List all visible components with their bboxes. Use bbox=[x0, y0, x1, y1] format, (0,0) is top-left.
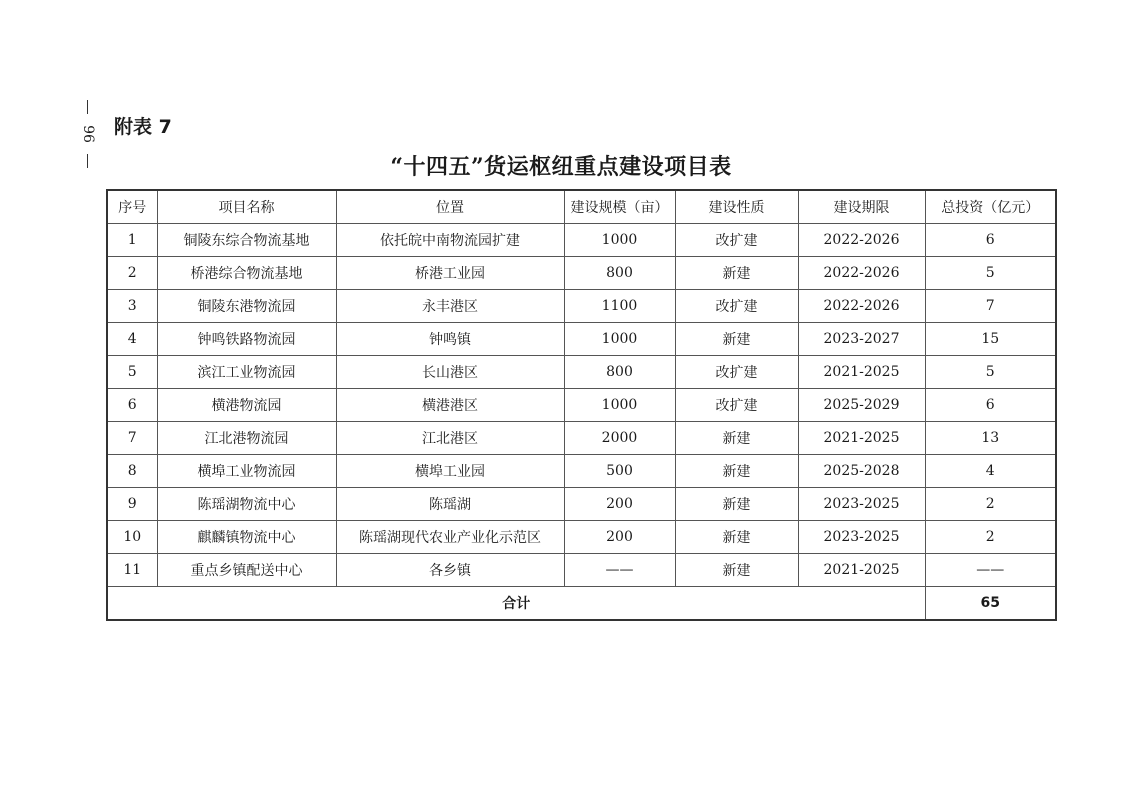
cell-scale: 2000 bbox=[564, 422, 675, 455]
cell-period: 2022-2026 bbox=[798, 290, 925, 323]
cell-investment: 2 bbox=[925, 488, 1056, 521]
table-row bbox=[107, 224, 1056, 257]
cell-scale: 1000 bbox=[564, 224, 675, 257]
cell-index: 11 bbox=[107, 554, 157, 587]
header-investment: 总投资（亿元） bbox=[925, 190, 1056, 224]
cell-investment: 5 bbox=[925, 257, 1056, 290]
cell-project-name: 钟鸣铁路物流园 bbox=[157, 323, 336, 356]
cell-index: 9 bbox=[107, 488, 157, 521]
cell-scale: 200 bbox=[564, 521, 675, 554]
cell-project-name: 铜陵东港物流园 bbox=[157, 290, 336, 323]
cell-project-name: 重点乡镇配送中心 bbox=[157, 554, 336, 587]
cell-period: 2022-2026 bbox=[798, 224, 925, 257]
cell-location: 依托皖中南物流园扩建 bbox=[336, 224, 564, 257]
header-location: 位置 bbox=[336, 190, 564, 224]
cell-project-name: 横埠工业物流园 bbox=[157, 455, 336, 488]
header-scale: 建设规模（亩） bbox=[564, 190, 675, 224]
cell-period: 2023-2025 bbox=[798, 488, 925, 521]
header-row bbox=[107, 190, 1056, 224]
table-row bbox=[107, 554, 1056, 587]
table-row bbox=[107, 356, 1056, 389]
cell-nature: 新建 bbox=[675, 422, 798, 455]
header-index: 序号 bbox=[107, 190, 157, 224]
cell-index: 5 bbox=[107, 356, 157, 389]
cell-project-name: 铜陵东综合物流基地 bbox=[157, 224, 336, 257]
cell-investment: 6 bbox=[925, 224, 1056, 257]
table-title: “十四五”货运枢纽重点建设项目表 bbox=[390, 154, 732, 180]
cell-scale: 800 bbox=[564, 356, 675, 389]
cell-location: 陈瑶湖 bbox=[336, 488, 564, 521]
page-number-rule-top bbox=[87, 100, 88, 114]
header-project-name: 项目名称 bbox=[157, 190, 336, 224]
cell-index: 1 bbox=[107, 224, 157, 257]
cell-project-name: 横港物流园 bbox=[157, 389, 336, 422]
cell-project-name: 滨江工业物流园 bbox=[157, 356, 336, 389]
total-row bbox=[107, 587, 1056, 621]
header-period: 建设期限 bbox=[798, 190, 925, 224]
cell-project-name: 江北港物流园 bbox=[157, 422, 336, 455]
cell-scale: 500 bbox=[564, 455, 675, 488]
appendix-label: 附表 7 bbox=[114, 116, 172, 138]
cell-index: 10 bbox=[107, 521, 157, 554]
cell-period: 2021-2025 bbox=[798, 554, 925, 587]
cell-nature: 新建 bbox=[675, 257, 798, 290]
cell-index: 8 bbox=[107, 455, 157, 488]
cell-location: 永丰港区 bbox=[336, 290, 564, 323]
cell-nature: 改扩建 bbox=[675, 389, 798, 422]
project-table bbox=[106, 189, 1057, 621]
cell-location: 江北港区 bbox=[336, 422, 564, 455]
cell-period: 2025-2029 bbox=[798, 389, 925, 422]
cell-index: 3 bbox=[107, 290, 157, 323]
cell-period: 2023-2025 bbox=[798, 521, 925, 554]
cell-location: 陈瑶湖现代农业产业化示范区 bbox=[336, 521, 564, 554]
cell-nature: 新建 bbox=[675, 488, 798, 521]
cell-location: 各乡镇 bbox=[336, 554, 564, 587]
cell-investment: 13 bbox=[925, 422, 1056, 455]
cell-nature: 改扩建 bbox=[675, 356, 798, 389]
cell-scale: 200 bbox=[564, 488, 675, 521]
page-number: 96 bbox=[80, 125, 96, 143]
table-row bbox=[107, 323, 1056, 356]
cell-investment: 6 bbox=[925, 389, 1056, 422]
total-value: 65 bbox=[925, 587, 1056, 621]
cell-scale: 1000 bbox=[564, 389, 675, 422]
cell-scale: —— bbox=[564, 554, 675, 587]
table-row bbox=[107, 389, 1056, 422]
cell-location: 桥港工业园 bbox=[336, 257, 564, 290]
cell-location: 横埠工业园 bbox=[336, 455, 564, 488]
cell-location: 长山港区 bbox=[336, 356, 564, 389]
table-row bbox=[107, 257, 1056, 290]
cell-investment: 15 bbox=[925, 323, 1056, 356]
cell-investment: —— bbox=[925, 554, 1056, 587]
cell-location: 横港港区 bbox=[336, 389, 564, 422]
cell-period: 2021-2025 bbox=[798, 422, 925, 455]
cell-project-name: 麒麟镇物流中心 bbox=[157, 521, 336, 554]
cell-period: 2022-2026 bbox=[798, 257, 925, 290]
cell-investment: 2 bbox=[925, 521, 1056, 554]
cell-scale: 800 bbox=[564, 257, 675, 290]
cell-index: 2 bbox=[107, 257, 157, 290]
cell-nature: 新建 bbox=[675, 323, 798, 356]
header-nature: 建设性质 bbox=[675, 190, 798, 224]
cell-investment: 5 bbox=[925, 356, 1056, 389]
cell-nature: 改扩建 bbox=[675, 224, 798, 257]
cell-scale: 1000 bbox=[564, 323, 675, 356]
table-row bbox=[107, 488, 1056, 521]
cell-nature: 新建 bbox=[675, 554, 798, 587]
cell-nature: 改扩建 bbox=[675, 290, 798, 323]
table-row bbox=[107, 521, 1056, 554]
cell-project-name: 陈瑶湖物流中心 bbox=[157, 488, 336, 521]
cell-period: 2025-2028 bbox=[798, 455, 925, 488]
cell-index: 4 bbox=[107, 323, 157, 356]
table-row bbox=[107, 290, 1056, 323]
total-label: 合计 bbox=[107, 587, 925, 621]
cell-period: 2021-2025 bbox=[798, 356, 925, 389]
cell-location: 钟鸣镇 bbox=[336, 323, 564, 356]
cell-index: 7 bbox=[107, 422, 157, 455]
cell-index: 6 bbox=[107, 389, 157, 422]
table-row bbox=[107, 455, 1056, 488]
cell-nature: 新建 bbox=[675, 455, 798, 488]
cell-period: 2023-2027 bbox=[798, 323, 925, 356]
cell-nature: 新建 bbox=[675, 521, 798, 554]
cell-scale: 1100 bbox=[564, 290, 675, 323]
cell-investment: 7 bbox=[925, 290, 1056, 323]
cell-investment: 4 bbox=[925, 455, 1056, 488]
table-row bbox=[107, 422, 1056, 455]
cell-project-name: 桥港综合物流基地 bbox=[157, 257, 336, 290]
